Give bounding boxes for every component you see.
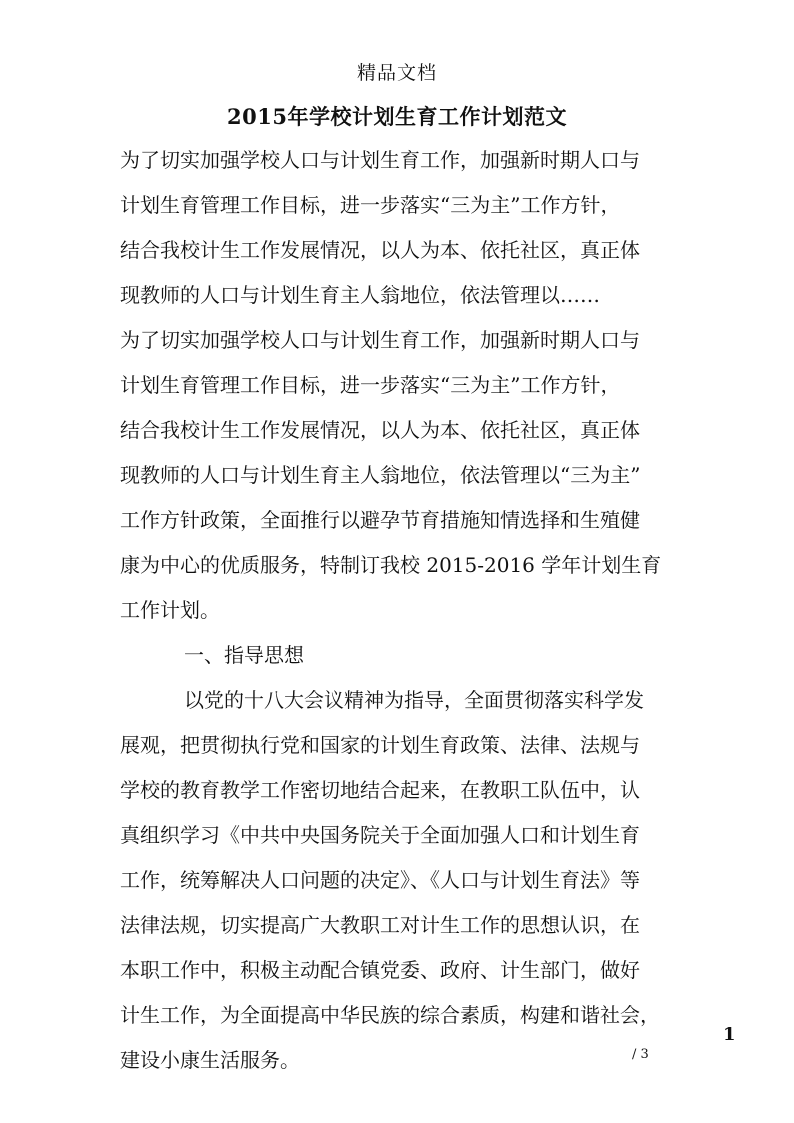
body-line-18: 法律法规，切实提高广大教职工对计生工作的思想认识，在: [120, 913, 640, 937]
document-title: 2015年学校计划生育工作计划范文: [227, 104, 567, 129]
header-mark: 精品文档: [356, 62, 437, 84]
body-line-6: 计划生育管理工作目标，进一步落实“三为主”工作方针，: [120, 373, 621, 397]
body-line-15: 学校的教育教学工作密切地结合起来，在教职工队伍中，认: [120, 778, 640, 802]
body-line-5: 为了切实加强学校人口与计划生育工作，加强新时期人口与: [120, 328, 640, 352]
body-line-8: 现教师的人口与计划生育主人翁地位，依法管理以“三为主”: [120, 463, 641, 487]
body-line-17: 工作，统筹解决人口问题的决定》、《人口与计划生育法》等: [120, 868, 640, 892]
body-line-11: 工作计划。: [120, 598, 220, 622]
body-line-16: 真组织学习《中共中央国务院关于全面加强人口和计划生育: [120, 823, 640, 847]
body-line-9: 工作方针政策，全面推行以避孕节育措施知情选择和生殖健: [120, 508, 640, 532]
body-line-3: 结合我校计生工作发展情况，以人为本、依托社区，真正体: [120, 238, 640, 262]
body-line-7: 结合我校计生工作发展情况，以人为本、依托社区，真正体: [120, 418, 640, 442]
body-line-20: 计生工作，为全面提高中华民族的综合素质，构建和谐社会，: [120, 1003, 660, 1027]
body-line-13: 以党的十八大会议精神为指导，全面贯彻落实科学发: [184, 688, 644, 712]
page-total: / 3: [632, 1047, 649, 1062]
section-heading-guiding-thought: 一、指导思想: [184, 643, 304, 667]
body-line-4: 现教师的人口与计划生育主人翁地位，依法管理以……: [120, 283, 600, 307]
body-line-2: 计划生育管理工作目标，进一步落实“三为主”工作方针，: [120, 193, 621, 217]
body-line-14: 展观，把贯彻执行党和国家的计划生育政策、法律、法规与: [120, 733, 640, 757]
body-line-1: 为了切实加强学校人口与计划生育工作，加强新时期人口与: [120, 148, 640, 172]
body-line-10: 康为中心的优质服务，特制订我校 2015-2016 学年计划生育: [120, 553, 662, 577]
body-line-19: 本职工作中，积极主动配合镇党委、政府、计生部门，做好: [120, 958, 640, 982]
body-line-21: 建设小康生活服务。: [120, 1048, 300, 1072]
page-number: 1: [723, 1024, 736, 1045]
